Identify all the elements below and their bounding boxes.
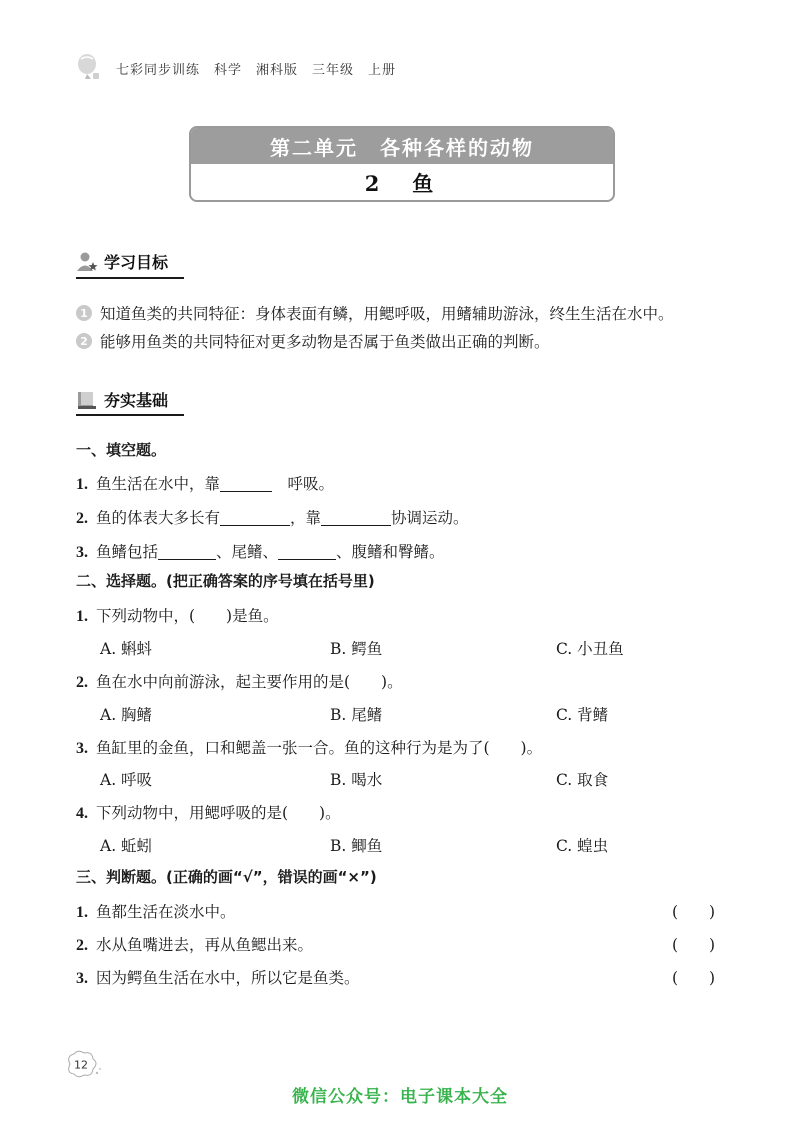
question-text: 、尾鳍、 (216, 543, 279, 561)
option-b[interactable]: B. 尾鳍 (330, 706, 383, 724)
answer-parentheses[interactable]: ( ) (672, 936, 716, 954)
choice-question-4 (76, 801, 341, 823)
question-text: ，靠 (290, 509, 322, 527)
question-number: 1. (76, 608, 88, 625)
option-c[interactable]: C. 蝗虫 (556, 837, 609, 855)
option-a[interactable]: A. 呼吸 (100, 771, 153, 789)
question-number: 3. (76, 740, 88, 757)
question-text: 鱼生活在水中，靠 (96, 475, 221, 493)
page-header (76, 52, 396, 84)
answer-blank[interactable] (321, 510, 391, 526)
question-number: 2. (76, 937, 88, 954)
judge-heading: 三、判断题。(正确的画“√”，错误的画“×”) (76, 868, 377, 886)
goal-item (76, 330, 550, 352)
question-number: 3. (76, 970, 88, 987)
judge-question-1 (76, 900, 236, 922)
question-number: 2. (76, 674, 88, 691)
question-number: 2. (76, 510, 88, 527)
answer-blank[interactable] (278, 544, 336, 560)
option-b[interactable]: B. 鲫鱼 (330, 837, 383, 855)
question-text: 水从鱼嘴进去，再从鱼鳃出来。 (96, 936, 314, 954)
judge-question-2 (76, 933, 313, 955)
choice-question-1 (76, 604, 279, 626)
header-text: 七彩同步训练 科学 湘科版 三年级 上册 (116, 62, 397, 78)
option-a[interactable]: A. 蝌蚪 (100, 640, 153, 658)
question-number: 3. (76, 544, 88, 561)
answer-blank[interactable] (220, 476, 272, 492)
question-text: 因为鳄鱼生活在水中，所以它是鱼类。 (96, 969, 360, 987)
question-text: 鱼在水中向前游泳，起主要作用的是( )。 (96, 673, 403, 691)
question-text: 下列动物中，用鳃呼吸的是( )。 (96, 804, 341, 822)
page-number: 12 (74, 1058, 88, 1072)
option-c[interactable]: C. 小丑鱼 (556, 640, 624, 658)
question-text: 鱼的体表大多长有 (96, 509, 221, 527)
fill-question-1 (76, 472, 334, 494)
learner-icon (76, 251, 98, 273)
fill-question-2 (76, 506, 469, 528)
goal-text: 能够用鱼类的共同特征对更多动物是否属于鱼类做出正确的判断。 (100, 333, 550, 351)
option-a[interactable]: A. 胸鳍 (100, 706, 153, 724)
goal-text: 知道鱼类的共同特征：身体表面有鳞，用鳃呼吸，用鳍辅助游泳，终生生活在水中。 (100, 305, 674, 323)
goals-underline (76, 277, 184, 279)
goals-section-header (76, 250, 168, 273)
balloon-icon (76, 53, 102, 83)
lesson-title: 2 鱼 (364, 171, 440, 196)
question-text: 、腹鳍和臀鳍。 (336, 543, 445, 561)
unit-title-box (189, 126, 615, 202)
question-text: 协调运动。 (391, 509, 469, 527)
goal-item (76, 302, 674, 324)
option-a[interactable]: A. 蚯蚓 (100, 837, 153, 855)
question-text: 下列动物中，( )是鱼。 (96, 607, 279, 625)
question-text: 鱼鳍包括 (96, 543, 159, 561)
book-icon (76, 389, 98, 411)
basics-section-header (76, 388, 168, 411)
goals-section-title: 学习目标 (104, 253, 169, 272)
choice-question-3 (76, 736, 542, 758)
answer-blank[interactable] (158, 544, 216, 560)
option-b[interactable]: B. 鳄鱼 (330, 640, 383, 658)
page-number-badge (62, 1048, 102, 1080)
goal-number: 2 (76, 333, 92, 349)
footer-watermark: 微信公众号：电子课本大全 (292, 1087, 508, 1107)
question-text: 鱼都生活在淡水中。 (96, 903, 236, 921)
answer-blank[interactable] (220, 510, 290, 526)
question-number: 1. (76, 476, 88, 493)
question-text: 鱼缸里的金鱼，口和鳃盖一张一合。鱼的这种行为是为了( )。 (96, 739, 543, 757)
goal-number: 1 (76, 305, 92, 321)
basics-underline (76, 414, 184, 416)
basics-section-title: 夯实基础 (104, 391, 169, 410)
choice-question-2 (76, 670, 403, 692)
fill-heading: 一、填空题。 (76, 441, 167, 459)
question-number: 1. (76, 904, 88, 921)
fill-question-3 (76, 540, 445, 562)
answer-parentheses[interactable]: ( ) (672, 903, 716, 921)
option-b[interactable]: B. 喝水 (330, 771, 383, 789)
option-c[interactable]: C. 取食 (556, 771, 609, 789)
choice-heading: 二、选择题。(把正确答案的序号填在括号里) (76, 572, 375, 590)
option-c[interactable]: C. 背鳍 (556, 706, 609, 724)
question-number: 4. (76, 805, 88, 822)
answer-parentheses[interactable]: ( ) (672, 969, 716, 987)
question-text: 呼吸。 (287, 475, 335, 493)
unit-title: 第二单元 各种各样的动物 (191, 128, 613, 164)
judge-question-3 (76, 966, 360, 988)
